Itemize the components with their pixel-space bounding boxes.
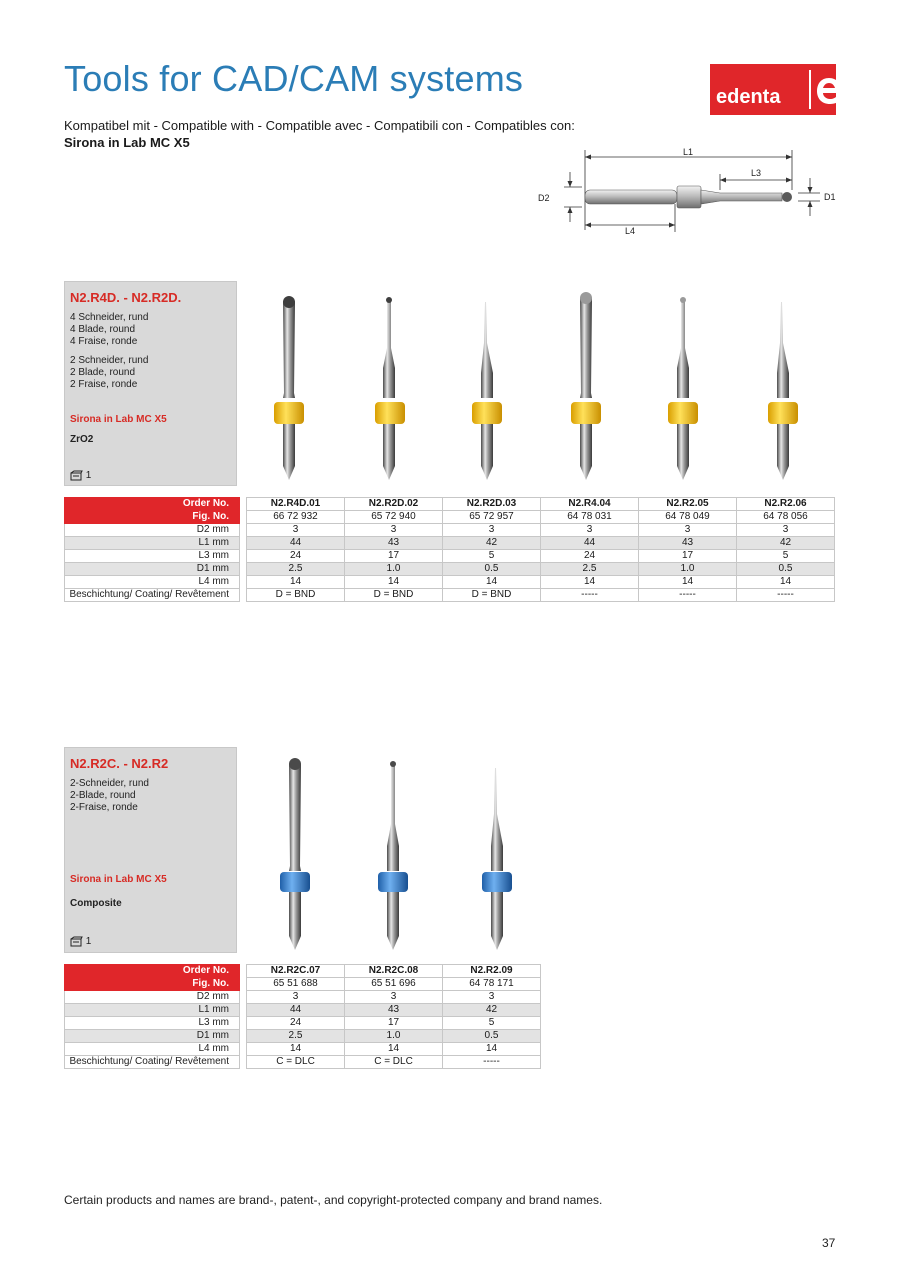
- cell: 65 51 688: [247, 978, 345, 991]
- cell: 64 78 049: [639, 511, 737, 524]
- desc-line: 4 Blade, round: [70, 324, 136, 335]
- description-4-blade: [70, 312, 148, 348]
- cell: 3: [737, 524, 835, 537]
- logo-text: edenta: [716, 86, 781, 108]
- cell: 17: [345, 550, 443, 563]
- dim-label-d1: D1: [824, 192, 836, 202]
- row-label: D2 mm: [65, 524, 240, 537]
- row-label: Fig. No.: [65, 511, 240, 524]
- table-row-d1: [65, 563, 835, 576]
- row-label: Beschichtung/ Coating/ Revêtement: [65, 589, 240, 602]
- table-row-d2: [65, 991, 541, 1004]
- table-row-d2: [65, 524, 835, 537]
- cell: -----: [541, 589, 639, 602]
- material-label: ZrO2: [70, 434, 94, 445]
- row-label: Fig. No.: [65, 978, 240, 991]
- row-label: L4 mm: [65, 1043, 240, 1056]
- dim-label-l1: L1: [683, 147, 694, 157]
- row-label: D1 mm: [65, 1030, 240, 1043]
- cell: -----: [639, 589, 737, 602]
- cell: 43: [345, 1004, 443, 1017]
- tools-image-row-2: [240, 754, 540, 952]
- system-label: Sirona in Lab MC X5: [70, 414, 167, 425]
- desc-line: 4 Fraise, ronde: [70, 336, 138, 347]
- cell: D = BND: [247, 589, 345, 602]
- cell: 14: [345, 576, 443, 589]
- cell: 3: [247, 991, 345, 1004]
- edenta-logo: [710, 64, 836, 115]
- cell: 14: [541, 576, 639, 589]
- row-label: L1 mm: [65, 1004, 240, 1017]
- table-row-fig-no: [65, 978, 541, 991]
- cell: 43: [345, 537, 443, 550]
- table-row-order-no: [65, 498, 835, 511]
- cell: 3: [247, 524, 345, 537]
- legal-footer: Certain products and names are brand-, patent-, and copyright-protected company and brand names.: [64, 1193, 603, 1207]
- row-label: L1 mm: [65, 537, 240, 550]
- cell: N2.R2D.02: [345, 498, 443, 511]
- table-row-d1: [65, 1030, 541, 1043]
- cell: 2.5: [541, 563, 639, 576]
- product-group-panel-2: [64, 747, 237, 953]
- cell: 44: [247, 537, 345, 550]
- row-label: Order No.: [65, 498, 240, 511]
- table-row-order-no: [65, 965, 541, 978]
- table-row-l4: [65, 1043, 541, 1056]
- dim-label-d2: D2: [538, 193, 550, 203]
- cell: 64 78 171: [443, 978, 541, 991]
- cell: 5: [443, 1017, 541, 1030]
- table-row-fig-no: [65, 511, 835, 524]
- page-number: 37: [822, 1236, 836, 1250]
- system-label: Sirona in Lab MC X5: [70, 874, 167, 885]
- cell: -----: [443, 1056, 541, 1069]
- compatibility-note: [64, 117, 575, 151]
- row-label: Beschichtung/ Coating/ Revêtement: [65, 1056, 240, 1069]
- table-row-l1: [65, 1004, 541, 1017]
- cell: D = BND: [345, 589, 443, 602]
- tool-dimension-diagram: [530, 142, 840, 242]
- tool-image-n2r209: [482, 768, 512, 950]
- cell: 42: [443, 537, 541, 550]
- material-label: Composite: [70, 898, 122, 909]
- table-row-coating: [65, 1056, 541, 1069]
- cell: 42: [737, 537, 835, 550]
- cell: 1.0: [345, 563, 443, 576]
- cell: 1.0: [345, 1030, 443, 1043]
- cell: 2.5: [247, 1030, 345, 1043]
- cell: 24: [247, 1017, 345, 1030]
- cell: 14: [443, 1043, 541, 1056]
- product-group-title: N2.R4D. - N2.R2D.: [70, 290, 182, 305]
- tools-image-row-1: [240, 288, 834, 486]
- page-title: Tools for CAD/CAM systems: [64, 58, 524, 99]
- row-label: Order No.: [65, 965, 240, 978]
- tool-image-n2r404: [571, 292, 601, 480]
- table-row-l3: [65, 550, 835, 563]
- cell: 66 72 932: [247, 511, 345, 524]
- cell: C = DLC: [247, 1056, 345, 1069]
- row-label: L4 mm: [65, 576, 240, 589]
- tool-image-n2r2d02: [375, 297, 405, 480]
- cell: 65 72 940: [345, 511, 443, 524]
- cell: N2.R4.04: [541, 498, 639, 511]
- desc-line: 4 Schneider, rund: [70, 312, 149, 323]
- cell: 17: [345, 1017, 443, 1030]
- product-group-panel-1: [64, 281, 237, 486]
- cell: -----: [737, 589, 835, 602]
- tool-image-n2r2d03: [472, 302, 502, 480]
- cell: N2.R2C.07: [247, 965, 345, 978]
- desc-line: 2-Schneider, rund: [70, 778, 149, 789]
- cell: 14: [443, 576, 541, 589]
- cell: 5: [737, 550, 835, 563]
- desc-line: 2 Blade, round: [70, 367, 136, 378]
- cell: 14: [737, 576, 835, 589]
- tool-image-n2r2c07: [280, 758, 310, 950]
- cell: 2.5: [247, 563, 345, 576]
- cell: 14: [247, 1043, 345, 1056]
- cell: 3: [443, 524, 541, 537]
- figure-box-icon: [70, 936, 83, 947]
- table-row-l4: [65, 576, 835, 589]
- cell: 64 78 056: [737, 511, 835, 524]
- figure-box-icon: [70, 470, 83, 481]
- figure-number: 1: [85, 470, 92, 482]
- cell: 14: [639, 576, 737, 589]
- cell: 3: [345, 524, 443, 537]
- compatibility-line: Kompatibel mit - Compatible with - Compatible avec - Compatibili con - Compatibles con:: [64, 118, 575, 133]
- product-group-title: N2.R2C. - N2.R2: [70, 756, 169, 771]
- cell: 24: [247, 550, 345, 563]
- cell: 3: [541, 524, 639, 537]
- tool-image-n2r2c08: [378, 761, 408, 950]
- tool-image-n2r4d01: [274, 296, 304, 480]
- cell: 17: [639, 550, 737, 563]
- cell: 14: [247, 576, 345, 589]
- desc-line: 2 Fraise, ronde: [70, 379, 138, 390]
- cell: N2.R2D.03: [443, 498, 541, 511]
- cell: 43: [639, 537, 737, 550]
- cell: 3: [345, 991, 443, 1004]
- dim-label-l3: L3: [751, 168, 762, 178]
- spec-table-2: [64, 964, 541, 1069]
- logo-e-icon: [814, 72, 844, 108]
- cell: N2.R2.09: [443, 965, 541, 978]
- tool-image-n2r205: [668, 297, 698, 480]
- cell: 5: [443, 550, 541, 563]
- cell: 65 72 957: [443, 511, 541, 524]
- cell: 42: [443, 1004, 541, 1017]
- cell: 14: [345, 1043, 443, 1056]
- compatible-system: Sirona in Lab MC X5: [64, 135, 190, 150]
- cell: 44: [541, 537, 639, 550]
- figure-number: 1: [85, 936, 92, 948]
- cell: 65 51 696: [345, 978, 443, 991]
- spec-table-1: [64, 497, 835, 602]
- cell: 64 78 031: [541, 511, 639, 524]
- dim-label-l4: L4: [625, 226, 636, 236]
- desc-line: 2 Schneider, rund: [70, 355, 149, 366]
- description-2-blade: [70, 778, 149, 814]
- cell: 3: [443, 991, 541, 1004]
- desc-line: 2-Blade, round: [70, 790, 136, 801]
- cell: 44: [247, 1004, 345, 1017]
- cell: 3: [639, 524, 737, 537]
- row-label: D2 mm: [65, 991, 240, 1004]
- figure-ref: [70, 470, 91, 481]
- cell: 0.5: [443, 563, 541, 576]
- desc-line: 2-Fraise, ronde: [70, 802, 138, 813]
- table-row-l1: [65, 537, 835, 550]
- cell: N2.R2.06: [737, 498, 835, 511]
- cell: N2.R2C.08: [345, 965, 443, 978]
- cell: D = BND: [443, 589, 541, 602]
- cell: N2.R2.05: [639, 498, 737, 511]
- row-label: L3 mm: [65, 550, 240, 563]
- figure-ref: [70, 936, 91, 947]
- cell: 0.5: [737, 563, 835, 576]
- tool-image-n2r206: [768, 302, 798, 480]
- table-row-coating: [65, 589, 835, 602]
- row-label: D1 mm: [65, 563, 240, 576]
- cell: 1.0: [639, 563, 737, 576]
- row-label: L3 mm: [65, 1017, 240, 1030]
- description-2-blade: [70, 355, 148, 391]
- cell: C = DLC: [345, 1056, 443, 1069]
- table-row-l3: [65, 1017, 541, 1030]
- cell: 0.5: [443, 1030, 541, 1043]
- cell: 24: [541, 550, 639, 563]
- cell: N2.R4D.01: [247, 498, 345, 511]
- logo-divider: [809, 70, 811, 109]
